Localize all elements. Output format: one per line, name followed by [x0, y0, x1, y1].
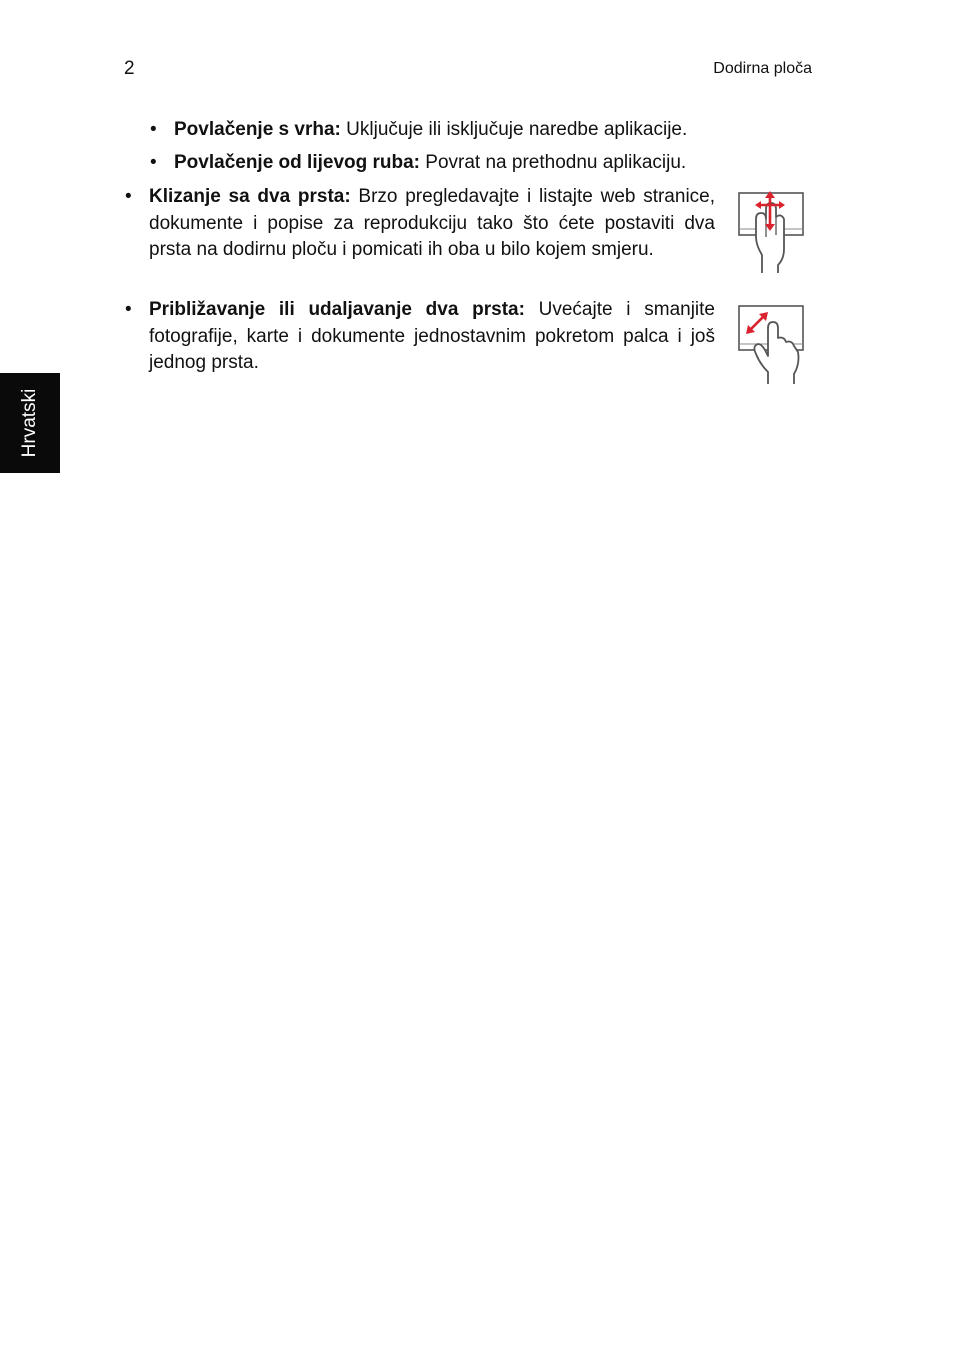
term-swipe-top: Povlačenje s vrha:: [174, 119, 341, 140]
list-item-swipe-top: [174, 117, 794, 144]
term-two-finger-pinch: Približavanje ili udaljavanje dva prsta:: [149, 299, 525, 320]
list-item-two-finger-pinch: [149, 297, 715, 377]
language-side-tab: [0, 373, 60, 473]
language-label: Hrvatski: [19, 388, 40, 458]
desc-swipe-top: Uključuje ili isključuje naredbe aplikacije.: [340, 119, 688, 140]
page-number: 2: [124, 58, 135, 79]
list-item-two-finger-scroll: [149, 184, 715, 264]
desc-two-finger-pinch: Uvećajte i smanjite fotografije, karte i dokumente jednostavnim pokretom palca i još jednog prsta.: [149, 299, 715, 373]
bullet-marker: •: [125, 186, 132, 207]
list-item-swipe-left: [174, 150, 794, 177]
two-finger-scroll-icon: [736, 189, 806, 277]
desc-swipe-left: Povrat na prethodnu aplikaciju.: [420, 152, 687, 173]
desc-two-finger-scroll: Brzo pregledavajte i listajte web stranice, dokumente i popise za reprodukciju tako što ćete postaviti dva prsta na dodirnu ploču i pomicati ih oba u bilo kojem smjeru.: [149, 186, 716, 260]
term-swipe-left: Povlačenje od lijevog ruba:: [174, 152, 421, 173]
running-header: Dodirna ploča: [713, 60, 812, 77]
bullet-marker: •: [125, 299, 132, 320]
two-finger-pinch-icon: [736, 302, 806, 388]
bullet-marker: •: [150, 152, 157, 173]
term-two-finger-scroll: Klizanje sa dva prsta:: [149, 186, 351, 207]
bullet-marker: •: [150, 119, 157, 140]
